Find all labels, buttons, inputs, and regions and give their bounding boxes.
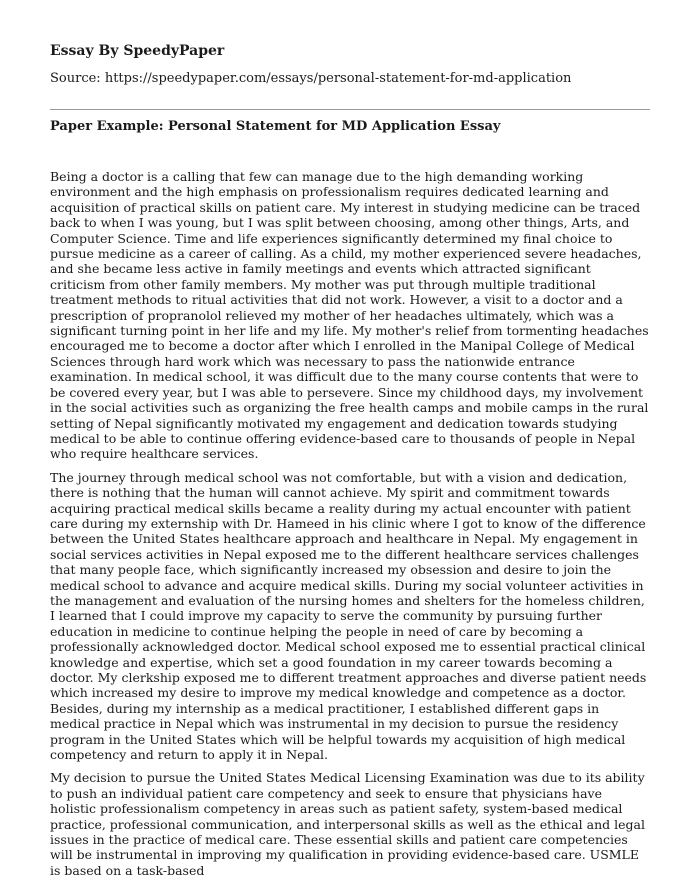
paper-title: Paper Example: Personal Statement for MD Application Essay <box>50 119 501 134</box>
essay-body <box>50 169 650 886</box>
essay-paragraph-2: The journey through medical school was not comfortable, but with a vision and dedication, there is nothing that the human will cannot achieve. My spirit and commitment towards acquiring practical medical skills became a reality during my actual encounter with patient care during my externship with Dr. Hameed in his clinic where I got to know of the difference between the United States healthcare approach and healthcare in Nepal. My engagement in social services activities in Nepal exposed me to the different healthcare services challenges that many people face, which significantly increased my obsession and desire to join the medical school to advance and acquire medical skills. During my social volunteer activities in the management and evaluation of the nursing homes and shelters for the homeless children, I learned that I could improve my capacity to serve the community by pursuing further education in medicine to continue helping the people in need of care by becoming a professionally acknowledged doctor. Medical school exposed me to essential practical clinical knowledge and expertise, which set a good foundation in my career towards becoming a doctor. My clerkship exposed me to different treatment approaches and diverse patient needs which increased my desire to improve my medical knowledge and competence as a doctor. Besides, during my internship as a medical practitioner, I established different gaps in medical practice in Nepal which was instrumental in my decision to pursue the residency program in the United States which will be helpful towards my acquisition of high medical competency and return to apply it in Nepal. <box>50 469 647 763</box>
essay-paragraph-1: Being a doctor is a calling that few can manage due to the high demanding working environment and the high emphasis on professionalism requires dedicated learning and acquisition of practical skills on patient care. My interest in studying medicine can be traced back to when I was young, but I was split between choosing, among other things, Arts, and Computer Science. Time and life experiences significantly determined my final choice to pursue medicine as a career of calling. As a child, my mother experienced severe headaches, and she became less active in family meetings and events which attracted significant criticism from other family members. My mother was put through multiple traditional treatment methods to ritual activities that did not work. However, a visit to a doctor and a prescription of propranolol relieved my mother of her headaches ultimately, which was a significant turning point in her life and my life. My mother's relief from tormenting headaches encouraged me to become a doctor after which I enrolled in the Manipal College of Medical Sciences through hard work which was necessary to pass the nationwide entrance examination. In medical school, it was difficult due to the many course contents that were to be covered every year, but I was able to persevere. Since my childhood days, my involvement in the social activities such as organizing the free health camps and mobile camps in the rural setting of Nepal significantly motivated my engagement and dedication towards studying medical to be able to continue offering evidence-based care to thousands of people in Nepal who require healthcare services. <box>50 169 649 462</box>
document-header-title: Essay By SpeedyPaper <box>50 43 225 59</box>
header-divider <box>50 109 650 110</box>
essay-paragraph-3: My decision to pursue the United States Medical Licensing Examination was due to its ability to push an individual patient care competency and seek to ensure that physicians have holistic professionalism competency in areas such as patient safety, system-based medical practice, professional communication, and interpersonal skills as well as the ethical and legal issues in the practice of medical care. These essential skills and patient care competencies will be instrumental in improving my qualification in providing evidence-based care. USMLE is based on a task-based <box>50 770 645 878</box>
source-label: Source: <box>50 71 101 86</box>
source-line <box>50 71 571 86</box>
source-url[interactable]: https://speedypaper.com/essays/personal-statement-for-md-application <box>104 71 572 86</box>
